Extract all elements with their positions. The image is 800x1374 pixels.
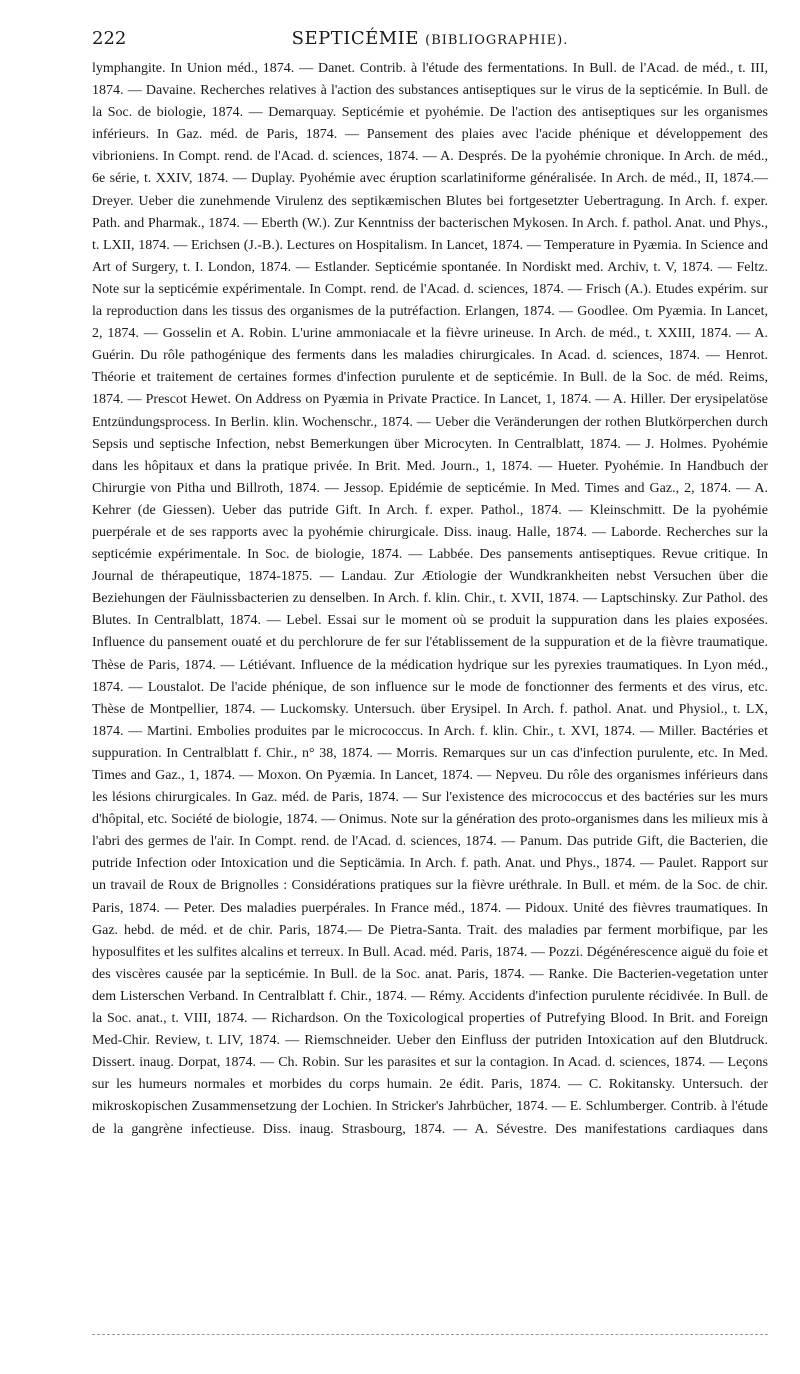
page-header [92, 24, 768, 58]
running-title-subtitle: (BIBLIOGRAPHIE). [425, 33, 569, 48]
running-title [92, 28, 768, 49]
footer-rule [92, 1334, 768, 1335]
bibliography-paragraph: lymphangite. In Union méd., 1874. — Danet. Contrib. à l'étude des fermentations. In Bull. de l'Acad. de méd., t. III, 1874. — Davaine. Recherches relatives à l'action des substances antiseptiques sur le virus de la septicémie. In Bull. de la Soc. de biologie, 1874. — Demarquay. Septicémie et pyohémie. De l'action des antiseptiques sur les organismes inférieurs. In Gaz. méd. de Paris, 1874. — Pansement des plaies avec l'acide phénique et développement des vibrioniens. In Compt. rend. de l'Acad. d. sciences, 1874. — A. Després. De la pyohémie chronique. In Arch. de méd., 6e série, t. XXIV, 1874. — Duplay. Pyohémie avec éruption scarlatiniforme généralisée. In Arch. de méd., II, 1874.— Dreyer. Ueber die zunehmende Virulenz des septikæmischen Blutes bei fortgesetzter Uebertragung. In Arch. f. exper. Path. and Pharmak., 1874. — Eberth (W.). Zur Kenntniss der bacterischen Mykosen. In Arch. f. pathol. Anat. und Phys., t. LXII, 1874. — Erichsen (J.-B.). Lectures on Hospitalism. In Lancet, 1874. — Temperature in Pyæmia. In Science and Art of Surgery, t. I. London, 1874. — Estlander. Septicémie spontanée. In Nordiskt med. Archiv, t. V, 1874. — Feltz. Note sur la septicémie expérimentale. In Compt. rend. de l'Acad. d. sciences, 1874. — Frisch (A.). Etudes expérim. sur la reproduction dans les tissus des organismes de la putréfaction. Erlangen, 1874. — Goodlee. Om Pyæmia. In Lancet, 2, 1874. — Gosselin et A. Robin. L'urine ammoniacale et la fièvre urineuse. In Arch. de méd., t. XXIII, 1874. — A. Guérin. Du rôle pathogénique des ferments dans les maladies chirurgicales. In Acad. d. sciences, 1874. — Henrot. Théorie et traitement de certaines formes d'infection purulente et de septicémie. In Bull. de la Soc. de méd. Reims, 1874. — Prescot Hewet. On Address on Pyæmia in Private Practice. In Lancet, 1, 1874. — A. Hiller. Der erysipelatöse Entzündungsprocess. In Berlin. klin. Wochenschr., 1874. — Ueber die Veränderungen der rothen Blutkörperchen durch Sepsis und septische Infection, nebst Bemerkungen über Microcyten. In Centralblatt, 1874. — J. Holmes. Pyohémie dans les hôpitaux et dans la pratique privée. In Brit. Med. Journ., 1, 1874. — Hueter. Pyohémie. In Handbuch der Chirurgie von Pitha und Billroth, 1874. — Jessop. Epidémie de septicémie. In Med. Times and Gaz., 2, 1874. — A. Kehrer (de Giessen). Ueber das putride Gift. In Arch. f. exper. Pathol., 1874. — Kleinschmitt. De la pyohémie puerpérale et de ses rapports avec la pyohémie chirurgicale. Diss. inaug. Halle, 1874. — Laborde. Recherches sur la septicémie expérimentale. In Soc. de biologie, 1874. — Labbée. Des pansements antiseptiques. Revue critique. In Journal de thérapeutique, 1874-1875. — Landau. Zur Ætiologie der Wundkrankheiten nebst Versuchen über die Beziehungen der Fäulnissbacterien zu denselben. In Arch. f. klin. Chir., t. XVII, 1874. — Laptschinsky. Zur Pathol. des Blutes. In Centralblatt, 1874. — Lebel. Essai sur le moment où se produit la suppuration dans les plaies exposées. Influence du pansement ouaté et du perchlorure de fer sur l'établissement de la suppuration et de la fièvre traumatique. Thèse de Paris, 1874. — Létiévant. Influence de la médication hydrique sur les pyrexies traumatiques. In Lyon méd., 1874. — Loustalot. De l'acide phénique, de son influence sur le mode de fonctionner des ferments et des virus, etc. Thèse de Montpellier, 1874. — Luckomsky. Untersuch. über Erysipel. In Arch. f. pathol. Anat. und Physiol., t. LX, 1874. — Martini. Embolies produites par le micrococcus. In Arch. f. klin. Chir., t. XVI, 1874. — Miller. Bactéries et suppuration. In Centralblatt f. Chir., n° 38, 1874. — Morris. Remarques sur un cas d'infection purulente, etc. In Med. Times and Gaz., 1, 1874. — Moxon. On Pyæmia. In Lancet, 1874. — Nepveu. Du rôle des organismes inférieurs dans les lésions chirurgicales. In Gaz. méd. de Paris, 1874. — Sur l'existence des micrococcus et des bactéries sur les murs d'hôpital, etc. Société de biologie, 1874. — Onimus. Note sur la génération des proto-organismes dans les milieux mis à l'abri des germes de l'air. In Compt. rend. de l'Acad. d. sciences, 1874. — Panum. Das putride Gift, die Bacterien, die putride Infection oder Intoxication und die Septicämia. In Arch. f. path. Anat. und Phys., 1874. — Paulet. Rapport sur un travail de Roux de Brignolles : Considérations pratiques sur la fièvre uréthrale. In Bull. et mém. de la Soc. de chir. Paris, 1874. — Peter. Des maladies puerpérales. In France méd., 1874. — Pidoux. Unité des fièvres traumatiques. In Gaz. hebd. de méd. et de chir. Paris, 1874.— De Pietra-Santa. Trait. des maladies par ferment morbifique, par les hyposulfites et les sulfites alcalins et terreux. In Bull. Acad. méd. Paris, 1874. — Pozzi. Dégénérescence aiguë du foie et des viscères causée par la septicémie. In Bull. de la Soc. anat. Paris, 1874. — Ranke. Die Bacterien-vegetation unter dem Listerschen Verband. In Centralblatt f. Chir., 1874. — Rémy. Accidents d'infection purulente récidivée. In Bull. de la Soc. anat., t. VIII, 1874. — Richardson. On the Toxicological properties of Putrefying Blood. In Brit. and Foreign Med-Chir. Review, t. LIV, 1874. — Riemschneider. Ueber den Einfluss der putriden Intoxication auf den Blutdruck. Dissert. inaug. Dorpat, 1874. — Ch. Robin. Sur les parasites et sur la contagion. In Acad. d. sciences, 1874. — Leçons sur les humeurs normales et morbides du corps humain. 2e édit. Paris, 1874. — C. Rokitansky. Untersuch. der mikroskopischen Zusammensetzung der Lochien. In Stricker's Jahrbücher, 1874. — E. Schlumberger. Contrib. à l'étude de la gangrène infectieuse. Diss. inaug. Strasbourg, 1874. — A. Sévestre. Des manifestations cardiaques dans [92, 61, 768, 1137]
document-page [92, 24, 768, 1141]
running-title-main: SEPTICÉMIE [291, 28, 419, 49]
page-number: 222 [92, 28, 127, 49]
